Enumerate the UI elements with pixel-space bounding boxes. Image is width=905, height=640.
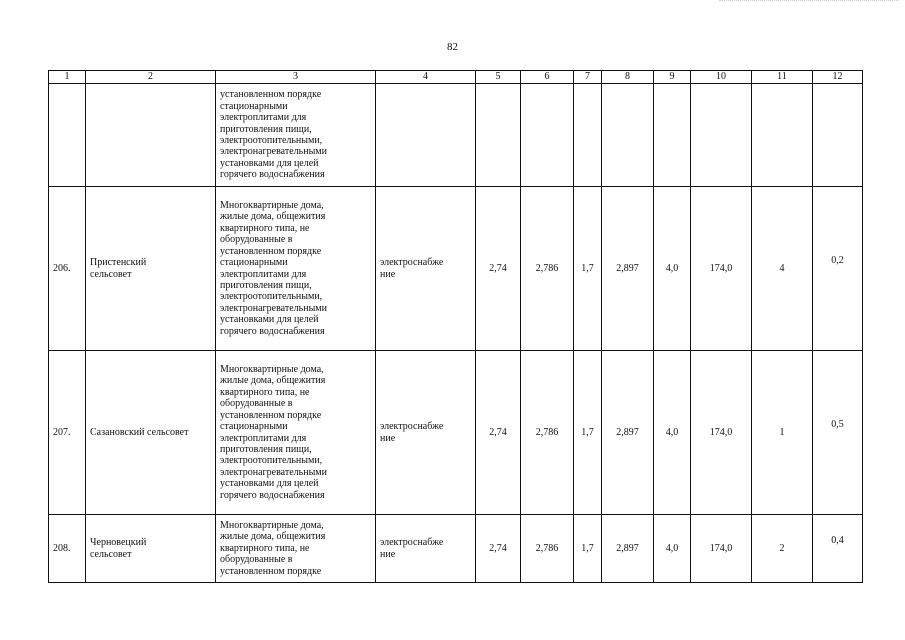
cell-c9: 4,0 xyxy=(654,515,691,583)
cell-description: Многоквартирные дома, жилые дома, общежития квартирного типа, не оборудованные в установленном порядке стационарными электроплитами для приготовления пищи, электроотопительными, электронагревательными установками для целей горячего водоснабжения xyxy=(216,351,376,515)
cell-c6: 2,786 xyxy=(521,351,574,515)
cell-description: Многоквартирные дома, жилые дома, общежития квартирного типа, не оборудованные в установленном порядке стационарными электроплитами для приготовления пищи, электроотопительными, электронагревательными установками для целей горячего водоснабжения xyxy=(216,187,376,351)
cell-empty xyxy=(476,84,521,187)
cell-c12 xyxy=(813,351,863,515)
cell-service: электроснабже ние xyxy=(376,515,476,583)
cell-c6: 2,786 xyxy=(521,187,574,351)
col-header-11: 11 xyxy=(752,71,813,84)
cell-c5: 2,74 xyxy=(476,351,521,515)
cell-row-number: 208. xyxy=(49,515,86,583)
col-header-4: 4 xyxy=(376,71,476,84)
cell-c12-value: 0,4 xyxy=(831,534,844,546)
cell-c9: 4,0 xyxy=(654,187,691,351)
continuation-row xyxy=(49,84,863,187)
cell-c12-value: 0,2 xyxy=(831,254,844,266)
col-header-12: 12 xyxy=(813,71,863,84)
cell-row-number: 207. xyxy=(49,351,86,515)
col-header-6: 6 xyxy=(521,71,574,84)
col-header-5: 5 xyxy=(476,71,521,84)
table-row xyxy=(49,187,863,351)
col-header-8: 8 xyxy=(602,71,654,84)
table-row xyxy=(49,351,863,515)
cell-c11: 1 xyxy=(752,351,813,515)
cell-empty xyxy=(752,84,813,187)
cell-c5: 2,74 xyxy=(476,515,521,583)
cell-c5: 2,74 xyxy=(476,187,521,351)
cell-empty xyxy=(521,84,574,187)
scan-mark xyxy=(719,0,899,4)
page-number: 82 xyxy=(447,41,458,53)
col-header-9: 9 xyxy=(654,71,691,84)
col-header-7: 7 xyxy=(574,71,602,84)
col-header-10: 10 xyxy=(691,71,752,84)
cell-c12-value: 0,5 xyxy=(831,418,844,430)
cell-settlement: Черновецкий сельсовет xyxy=(86,515,216,583)
cell-empty xyxy=(86,84,216,187)
cell-empty xyxy=(813,84,863,187)
cell-c7: 1,7 xyxy=(574,351,602,515)
col-header-2: 2 xyxy=(86,71,216,84)
cell-c7: 1,7 xyxy=(574,515,602,583)
cell-empty xyxy=(602,84,654,187)
cell-service: электроснабже ние xyxy=(376,187,476,351)
cell-empty xyxy=(654,84,691,187)
col-header-3: 3 xyxy=(216,71,376,84)
tariff-table xyxy=(48,70,863,583)
cell-c10: 174,0 xyxy=(691,351,752,515)
cell-c7: 1,7 xyxy=(574,187,602,351)
cell-c6: 2,786 xyxy=(521,515,574,583)
cell-row-number: 206. xyxy=(49,187,86,351)
cell-empty xyxy=(574,84,602,187)
cell-c8: 2,897 xyxy=(602,515,654,583)
col-header-1: 1 xyxy=(49,71,86,84)
cell-c11: 2 xyxy=(752,515,813,583)
cell-empty xyxy=(49,84,86,187)
cell-c8: 2,897 xyxy=(602,187,654,351)
header-row xyxy=(49,71,863,84)
cell-service: электроснабже ние xyxy=(376,351,476,515)
cell-empty xyxy=(376,84,476,187)
cell-c12 xyxy=(813,515,863,583)
cell-settlement: Сазановский сельсовет xyxy=(86,351,216,515)
cell-c10: 174,0 xyxy=(691,515,752,583)
cell-c10: 174,0 xyxy=(691,187,752,351)
cell-c12 xyxy=(813,187,863,351)
cell-settlement: Пристенский сельсовет xyxy=(86,187,216,351)
cell-c8: 2,897 xyxy=(602,351,654,515)
cell-description: установленном порядке стационарными электроплитами для приготовления пищи, электроотопительными, электронагревательными установками для целей горячего водоснабжения xyxy=(216,84,376,187)
table-row xyxy=(49,515,863,583)
cell-c11: 4 xyxy=(752,187,813,351)
cell-c9: 4,0 xyxy=(654,351,691,515)
cell-empty xyxy=(691,84,752,187)
cell-description: Многоквартирные дома, жилые дома, общежития квартирного типа, не оборудованные в установленном порядке xyxy=(216,515,376,583)
